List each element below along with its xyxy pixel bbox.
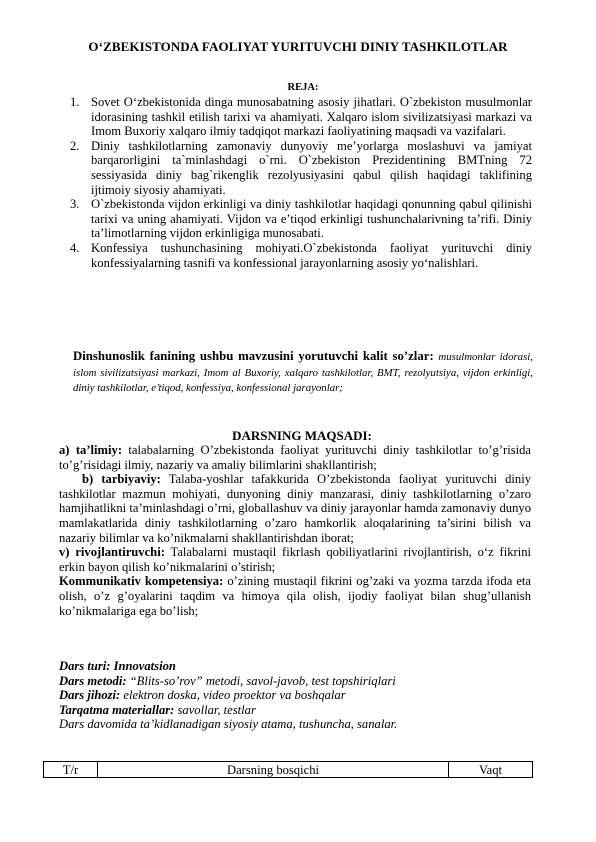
goal-label: v) rivojlantiruvchi: [59,545,165,560]
goal-label: b) tarbiyaviy: [82,472,161,487]
goals-section [59,443,531,618]
plan-item-number: 3. [70,197,80,212]
lesson-type-label: Dars turi: Innovatsion [59,659,176,673]
lesson-equipment [59,688,531,703]
plan-item [70,139,532,197]
goal-paragraph [59,472,531,545]
plan-item [70,241,532,270]
goal-text: talabalarning O’zbekistonda faoliyat yurituvchi diniy tashkilotlar to’g’risida to’g’risidagi ilmiy, nazariy va amaliy bilimlarini shakllantirish; [59,443,531,472]
lesson-terms: Dars davomida ta’kidlanadigan siyosiy atama, tushuncha, sanalar. [59,717,398,732]
plan-list [70,95,532,270]
plan-item-number: 4. [70,240,80,255]
keywords-label: Dinshunoslik fanining ushbu mavzusini yorutuvchi kalit so’zlar: [73,349,434,363]
plan-item [70,95,532,139]
table-header-cell: Darsning bosqichi [98,762,449,778]
lesson-equipment-value: elektron doska, video proektor va boshqalar [123,688,346,703]
lesson-type [59,659,531,674]
lesson-materials [59,703,531,718]
lesson-method [59,674,531,689]
lesson-method-value: “Blits-so’rov” metodi, savol-javob, test topshiriqlari [129,673,396,688]
goal-text: Talabalarni mustaqil fikrlash qobiliyatlarini rivojlantirish, o‘z fikrini erkin bayon qilish ko’nikmalarini o’stirish; [59,545,532,574]
plan-item-number: 1. [70,95,80,109]
lesson-method-label: Dars metodi: [59,673,127,688]
lesson-info [59,659,531,732]
goal-label: a) ta’limiy: [59,443,123,457]
plan-item-number: 2. [70,138,80,153]
plan-item-text: O`zbekistonda vijdon erkinligi va diniy tashkilotlar haqidagi qonunning qabul qilinishi tarixi va uning ahamiyati. Vijdon va e’tiqod erkinligi tushunchalarivning ta’rifi. Diniy ta’limotlarning vijdon erkinligiga munosabati. [91,197,532,241]
plan-item-text: Diniy tashkilotlarning zamonaviy dunyoviy me’yorlarga moslashuvi va jamiyat barqarorligini ta`minlashdagi o`rni. O`zbekiston Prezidentining BMTning 72 sessiyasida diniy bag`rikenglik rezolyusiyasini qabul qilish haqidagi taklifining ijtimoiy siyosiy ahamiyati. [91,138,532,197]
goal-label: Kommunikativ kompetensiya: [59,574,224,589]
goal-text: Talaba-yoshlar tafakkurida O’zbekistonda faoliyat yurituvchi diniy tashkilotlar mazmun mohiyati, dunyoning diniy manzarasi, diniy tashkilotlarning o’zaro hamjihatlikni ta’minlashdagi o’rni, globallashuv va diniy jarayonlar hamda zamonaviy dunyo mamlakatlarida diniy tashkilotlarning o’zaro hamkorlik aloqalarining ta’sirini bilish va nazariy bilimlar va ko’nikmalarni shakllantirishdan iborat; [59,472,532,545]
keywords-text: musulmonlar idorasi, islom sivilizatsiyasi markazi, Imom al Buxoriy, xalqaro tashkilotlar, BMT, rezolyutsiya, vijdon erkinligi, diniy tashkilotlar, e’tiqod, konfessiya, konfessional jarayonlar; [73,351,533,395]
plan-heading: REJA: [287,82,319,93]
lesson-materials-label: Tarqatma materiallar: [59,702,175,717]
table-header-row [44,762,533,778]
goals-heading: DARSNING MAQSADI: [232,428,372,443]
plan-item [70,197,532,241]
lesson-equipment-label: Dars jihozi: [59,688,121,703]
document-title: O‘ZBEKISTONDA FAOLIYAT YURITUVCHI DINIY TASHKILOTLAR [88,39,508,54]
table-header-cell: T/r [44,762,98,778]
goal-paragraph [59,545,531,574]
goal-paragraph [59,443,531,472]
lesson-stages-table [43,761,533,778]
keywords-paragraph [73,349,533,396]
plan-item-text: Sovet O‘zbekistonida dinga munosabatning asosiy jihatlari. O`zbekiston musulmonlar idorasining tashkil etilish tarixi va ahamiyati. Xalqaro islom sivilizatsiyasi markazi va Imom Buxoriy xalqaro ilmiy tadqiqot markazi faoliyatining maqsadi va vazifalari. [91,95,532,139]
goal-paragraph [59,574,531,618]
table-header-cell: Vaqt [449,762,533,778]
plan-item-text: Konfessiya tushunchasining mohiyati.O`zbekistonda faoliyat yurituvchi diniy konfessiyalarning tasnifi va konfessional jarayonlarning asosiy yo‘nalishlari. [91,240,532,270]
lesson-materials-value: savollar, testlar [177,702,256,717]
goal-text: o’zining mustaqil fikrini og’zaki va yozma tarzda ifoda eta olish, o’z g’oyalarini taqdim va himoya qila olish, ijodiy faoliyat bilan shug’ullanish ko’nikmalariga ega bo’lish; [59,574,531,618]
